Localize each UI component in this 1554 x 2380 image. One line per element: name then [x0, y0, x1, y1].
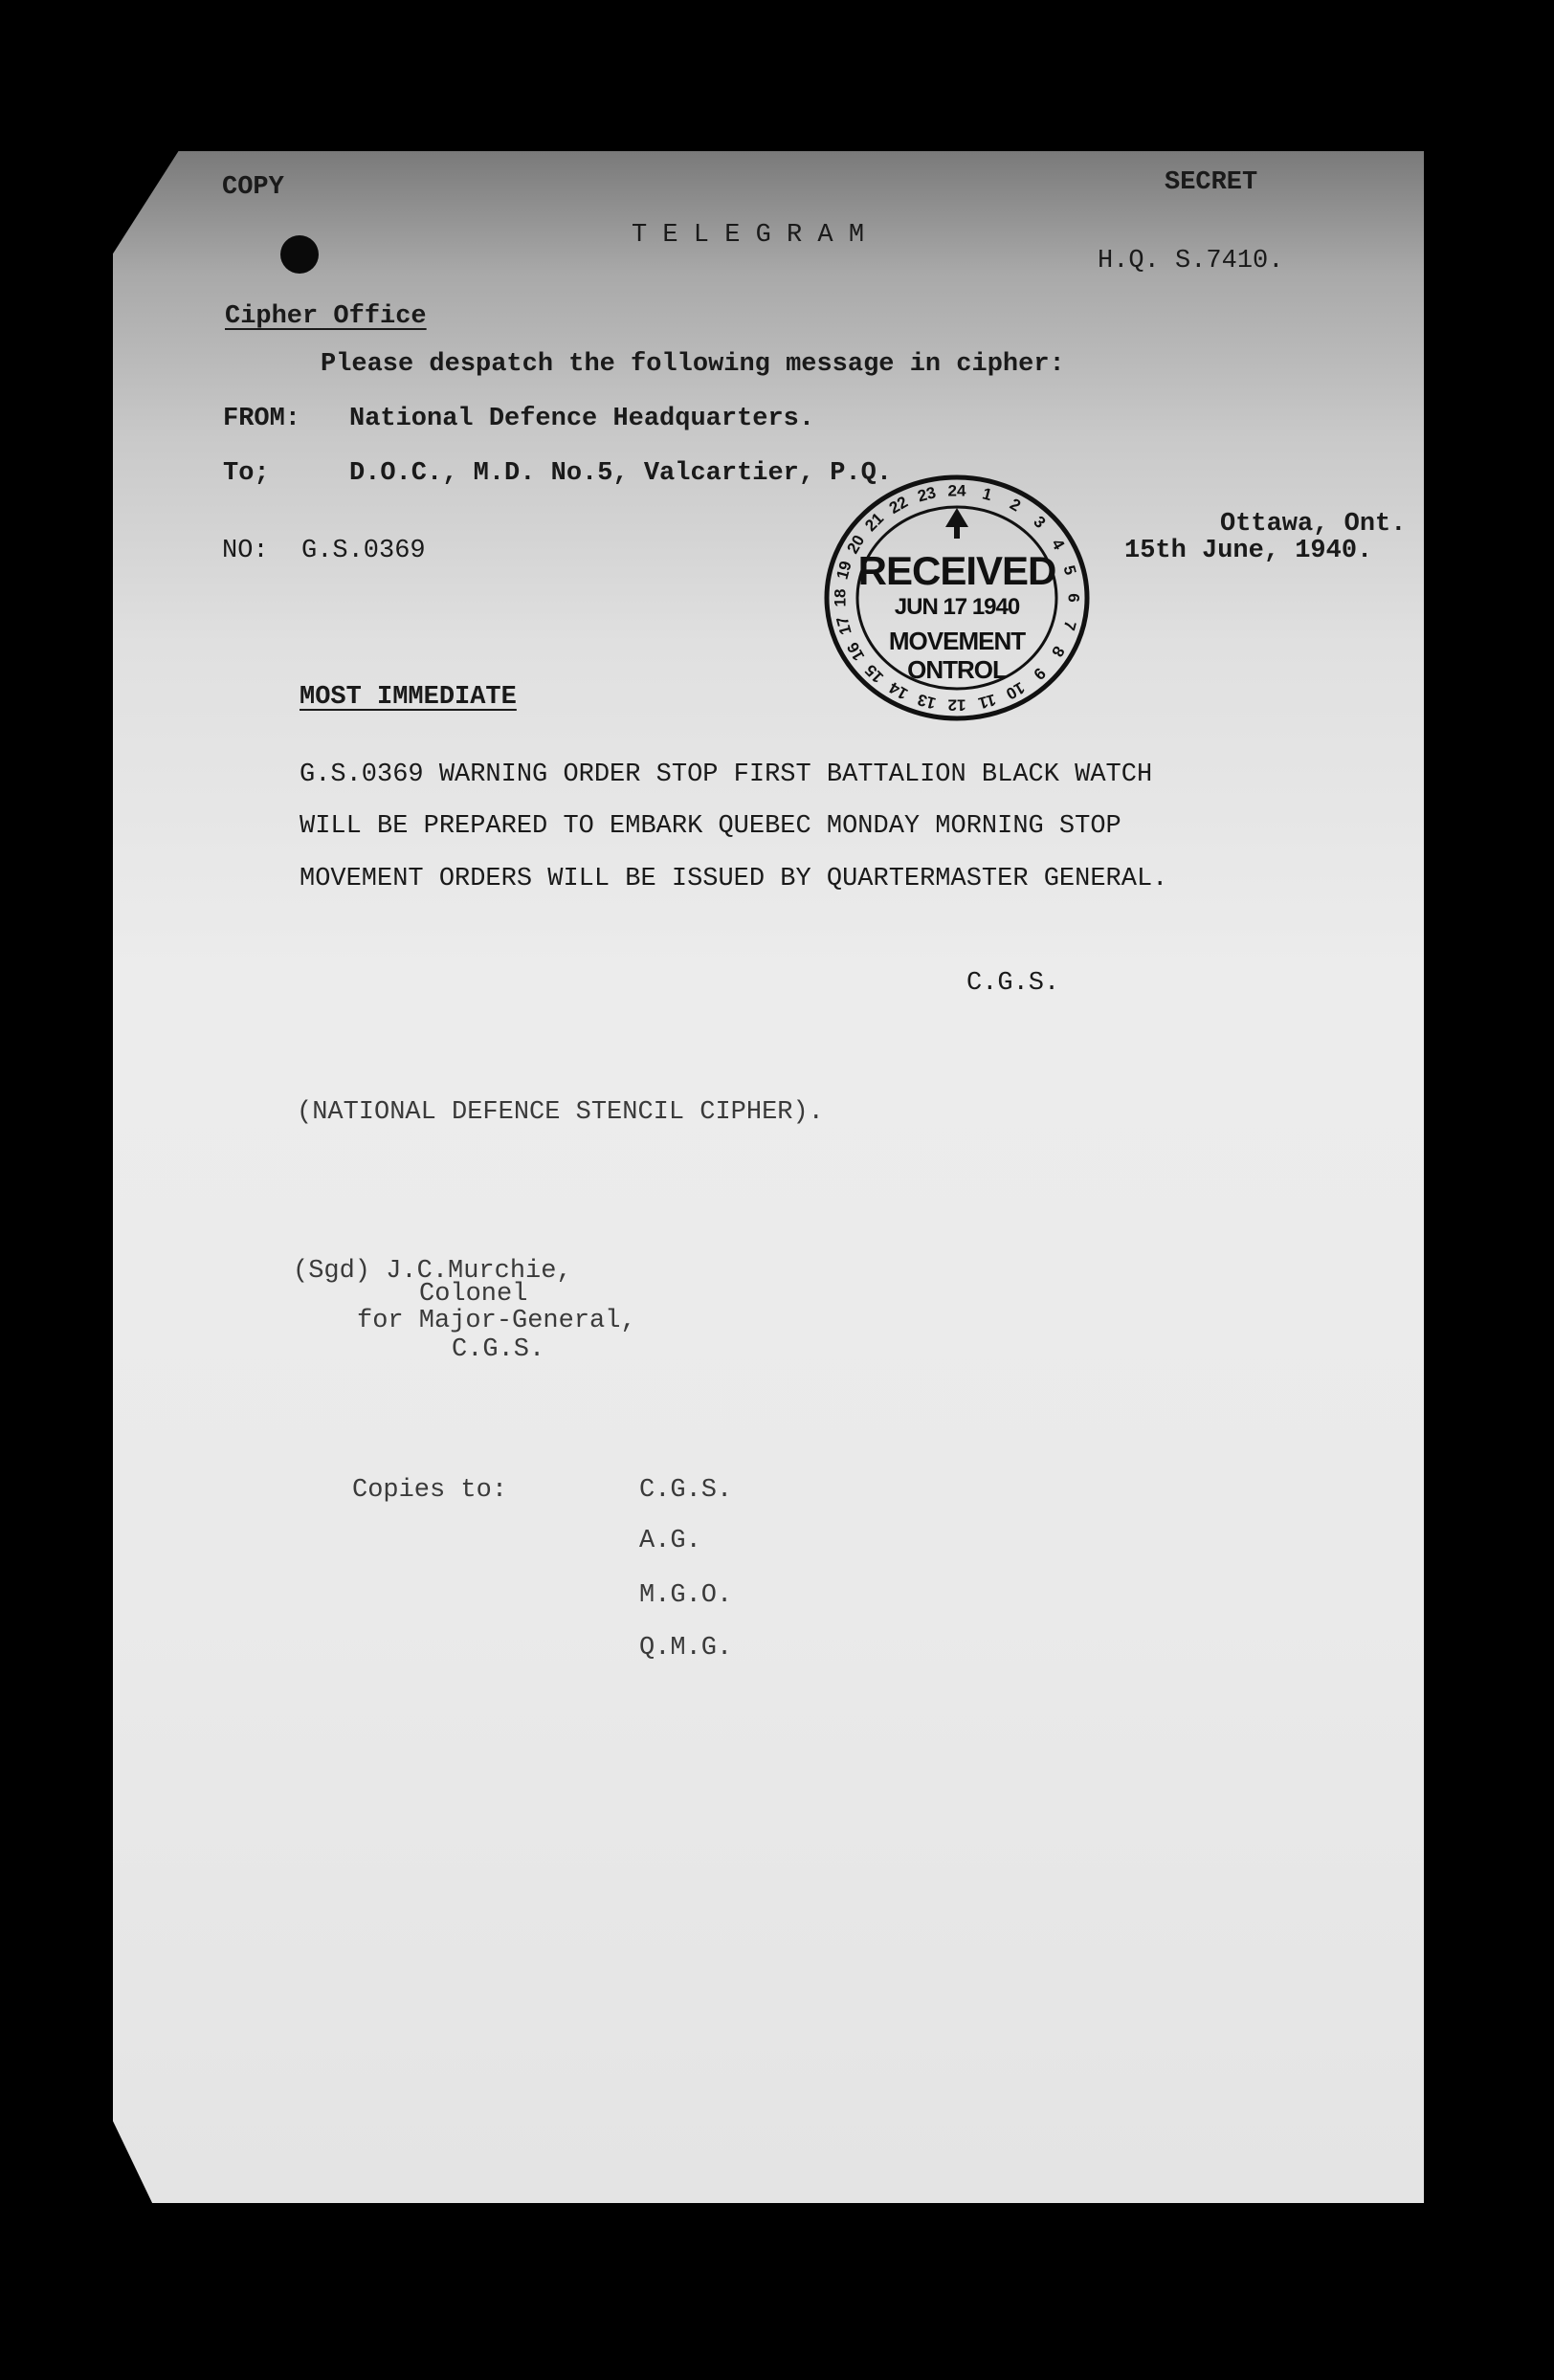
received-stamp	[823, 474, 1091, 722]
from-value: National Defence Headquarters.	[349, 405, 815, 433]
message-line: G.S.0369 WARNING ORDER STOP FIRST BATTALION BLACK WATCH	[300, 760, 1153, 789]
stamp-ring-number: 19	[832, 559, 855, 582]
stamp-ring-number: 22	[886, 493, 911, 518]
stamp-ring-number: 20	[843, 532, 869, 557]
message-signoff: C.G.S.	[966, 969, 1060, 998]
number-value: G.S.0369	[301, 537, 426, 565]
classification-label: SECRET	[1165, 168, 1258, 197]
to-value: D.O.C., M.D. No.5, Valcartier, P.Q.	[349, 459, 893, 488]
copy-recipient: Q.M.G.	[639, 1634, 733, 1663]
stamp-ring-number: 24	[947, 481, 966, 500]
date-line: 15th June, 1940.	[1124, 537, 1373, 565]
signature-title: C.G.S.	[452, 1335, 545, 1364]
stamp-ring-number: 23	[915, 483, 939, 506]
signature-for-line: for Major-General,	[357, 1307, 636, 1335]
despatch-instruction: Please despatch the following message in cipher:	[321, 350, 1065, 379]
copies-label: Copies to:	[352, 1476, 508, 1505]
stamp-received-text: RECEIVED	[857, 548, 1056, 593]
stamp-movement-text: MOVEMENT	[888, 627, 1026, 655]
stamp-ring-number: 8	[1048, 643, 1069, 660]
stamp-ring-number: 16	[843, 639, 869, 664]
number-label: NO:	[222, 537, 269, 565]
priority-heading: MOST IMMEDIATE	[300, 683, 517, 712]
reference-number: H.Q. S.7410.	[1098, 247, 1284, 275]
stamp-ring-number: 13	[915, 690, 939, 713]
stamp-ring-number: 9	[1030, 664, 1050, 684]
stamp-ring-number: 5	[1059, 563, 1080, 578]
signature-name: (Sgd) J.C.Murchie,	[293, 1257, 572, 1286]
punch-hole	[280, 235, 319, 274]
from-label: FROM:	[223, 405, 301, 433]
stamp-ring-number: 10	[1003, 678, 1028, 703]
stamp-ring-number: 14	[886, 678, 911, 703]
stamp-arrow-icon	[945, 508, 968, 527]
copy-recipient: M.G.O.	[639, 1581, 733, 1610]
copy-recipient: C.G.S.	[639, 1476, 733, 1505]
message-line: WILL BE PREPARED TO EMBARK QUEBEC MONDAY MORNING STOP	[300, 812, 1121, 841]
stamp-control-text: ONTROL	[907, 655, 1007, 684]
to-label: To;	[223, 459, 270, 488]
stamp-ring-number: 1	[980, 484, 994, 505]
document-type-title: T E L E G R A M	[632, 221, 865, 250]
stamp-ring-number: 2	[1007, 495, 1024, 516]
stamp-ring-number: 4	[1048, 536, 1069, 553]
stamp-ring-number: 11	[976, 690, 998, 713]
message-line: MOVEMENT ORDERS WILL BE ISSUED BY QUARTERMASTER GENERAL.	[300, 865, 1168, 893]
cipher-note: (NATIONAL DEFENCE STENCIL CIPHER).	[297, 1098, 824, 1127]
stamp-date-text: JUN 17 1940	[894, 594, 1020, 620]
copy-recipient: A.G.	[639, 1527, 701, 1555]
stamp-ring-number: 12	[947, 695, 966, 715]
signature-rank: Colonel	[419, 1280, 528, 1309]
stamp-ring-number: 3	[1030, 512, 1050, 532]
cipher-office-heading: Cipher Office	[225, 302, 427, 331]
copy-label: COPY	[222, 173, 284, 202]
stamp-ring-number: 18	[831, 588, 850, 607]
place-line: Ottawa, Ont.	[1220, 510, 1407, 539]
stamp-ring-number: 7	[1059, 618, 1080, 632]
stamp-ring-number: 21	[861, 509, 888, 536]
stamp-ring-number: 6	[1064, 593, 1083, 603]
stamp-ring-number: 15	[861, 660, 888, 687]
stamp-ring-number: 17	[832, 614, 855, 637]
